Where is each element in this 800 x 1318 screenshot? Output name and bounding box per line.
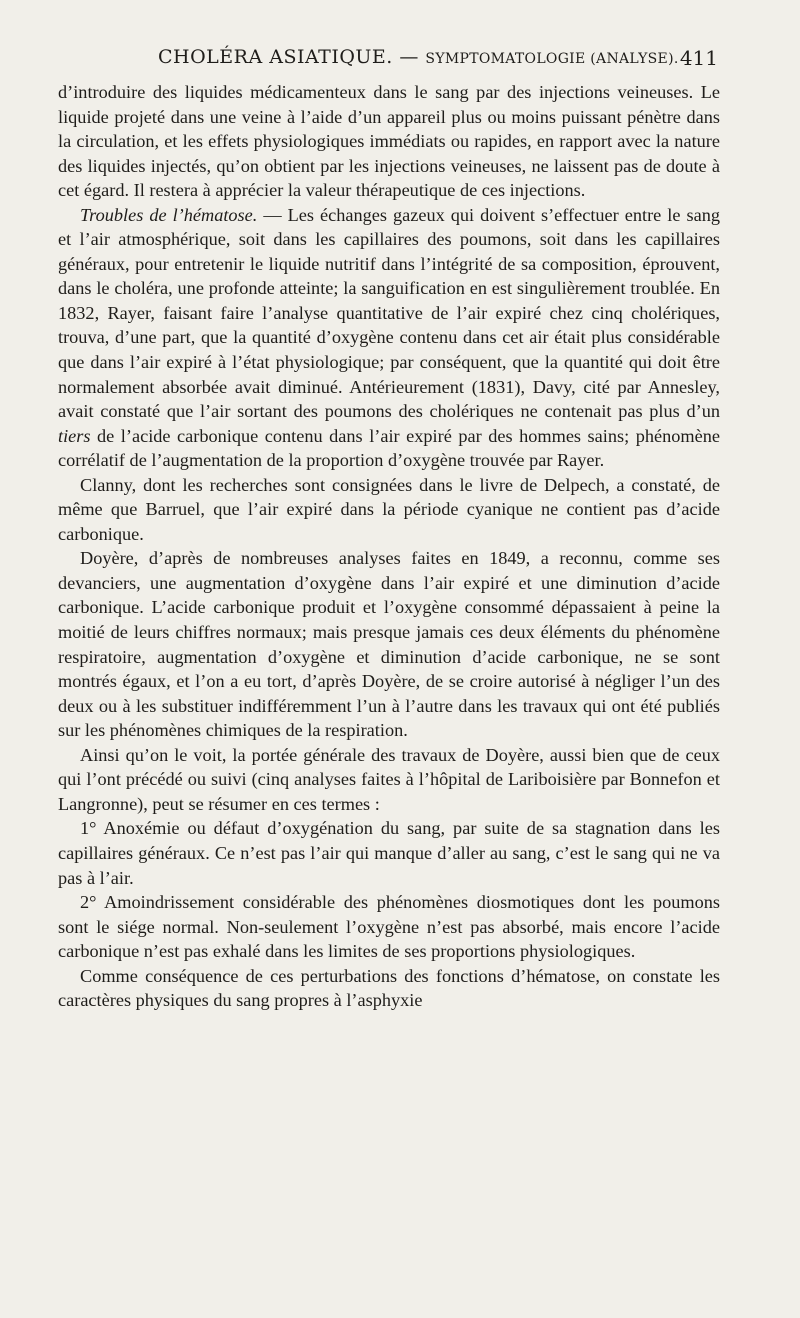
section-lead-heading: Troubles de l’hématose. [80, 204, 258, 225]
paragraph-injections: d’introduire des liquides médicamenteux dans le sang par des injections veineuses. Le liquide projeté dans une veine à l’aide d’un appareil plus ou moins puissant pénètre dans la circulation, et les effets physiologiques immédiats ou rapides, en rapport avec la nature des liquides injectés, qu’on obtient par les injections veineuses, ne laissent pas de doute à cet égard. Il restera à apprécier la valeur thérapeutique de ces injections. [58, 82, 720, 201]
emphasis-word: tiers [58, 425, 91, 446]
running-title-section: SYMPTOMATOLOGIE (ANALYSE). [425, 51, 679, 67]
paragraph-hematose [58, 203, 720, 473]
running-title-main: CHOLÉRA ASIATIQUE. — [158, 46, 426, 68]
paragraph-text: — Les échanges gazeux qui doivent s’effectuer entre le sang et l’air atmosphérique, soit dans les capillaires des poumons, soit dans les capillaires généraux, pour entretenir le liquide nutritif dans l’intégrité de sa composition, éprouvent, dans le choléra, une profonde atteinte; la sanguification en est singulièrement troublée. En 1832, Rayer, faisant faire l’analyse quantitative de l’air expiré chez cinq cholériques, trouva, d’une part, que la quantité d’oxygène contenu dans cet air était plus considérable que dans l’air expiré à l’état physiologique; par conséquent, que la quantité qui doit être normalement absorbée avait diminué. Antérieurement (1831), Davy, cité par Annesley, avait constaté que l’air sortant des poumons des cholériques ne contenait pas plus d’un [58, 204, 720, 422]
paragraph-point-1: 1° Anoxémie ou défaut d’oxygénation du sang, par suite de sa stagnation dans les capillaires généraux. Ce n’est pas l’air qui manque d’aller au sang, c’est le sang qui ne va pas à l’air. [58, 818, 720, 888]
page-number: 411 [679, 46, 718, 70]
running-header [58, 46, 718, 76]
running-title [158, 46, 679, 68]
paragraph-consequence: Comme conséquence de ces perturbations des fonctions d’hématose, on constate les caractères physiques du sang propres à l’asphyxie [58, 965, 720, 1011]
paragraph-summary: Ainsi qu’on le voit, la portée générale des travaux de Doyère, aussi bien que de ceux qui l’ont précédé ou suivi (cinq analyses faites à l’hôpital de Lariboisière par Bonnefon et Langronne), peut se résumer en ces termes : [58, 744, 720, 814]
paragraph-clanny: Clanny, dont les recherches sont consignées dans le livre de Delpech, a constaté, de même que Barruel, que l’air expiré dans la période cyanique ne contient pas d’acide carbonique. [58, 474, 720, 544]
paragraph-doyere: Doyère, d’après de nombreuses analyses faites en 1849, a reconnu, comme ses devanciers, une augmentation d’oxygène dans l’air expiré et une diminution d’acide carbonique. L’acide carbonique produit et l’oxygène consommé dépassaient à peine la moitié de leurs chiffres normaux; mais presque jamais ces deux éléments du phénomène respiratoire, augmentation d’oxygène et diminution d’acide carbonique, ne se sont montrés égaux, et l’on a eu tort, d’après Doyère, de se croire autorisé à négliger l’un des deux ou à les substituer indifféremment l’un à l’autre dans les travaux qui ont été publiés sur les phénomènes chimiques de la respiration. [58, 548, 720, 741]
paragraph-text-after: de l’acide carbonique contenu dans l’air expiré par des hommes sains; phénomène corrélatif de l’augmentation de la proportion d’oxygène trouvée par Rayer. [58, 425, 720, 471]
paragraph-point-2: 2° Amoindrissement considérable des phénomènes diosmotiques dont les poumons sont le siége normal. Non-seulement l’oxygène n’est pas absorbé, mais encore l’acide carbonique n’est pas exhalé dans les limites de ses proportions physiologiques. [58, 892, 720, 962]
body-text [58, 80, 720, 1013]
